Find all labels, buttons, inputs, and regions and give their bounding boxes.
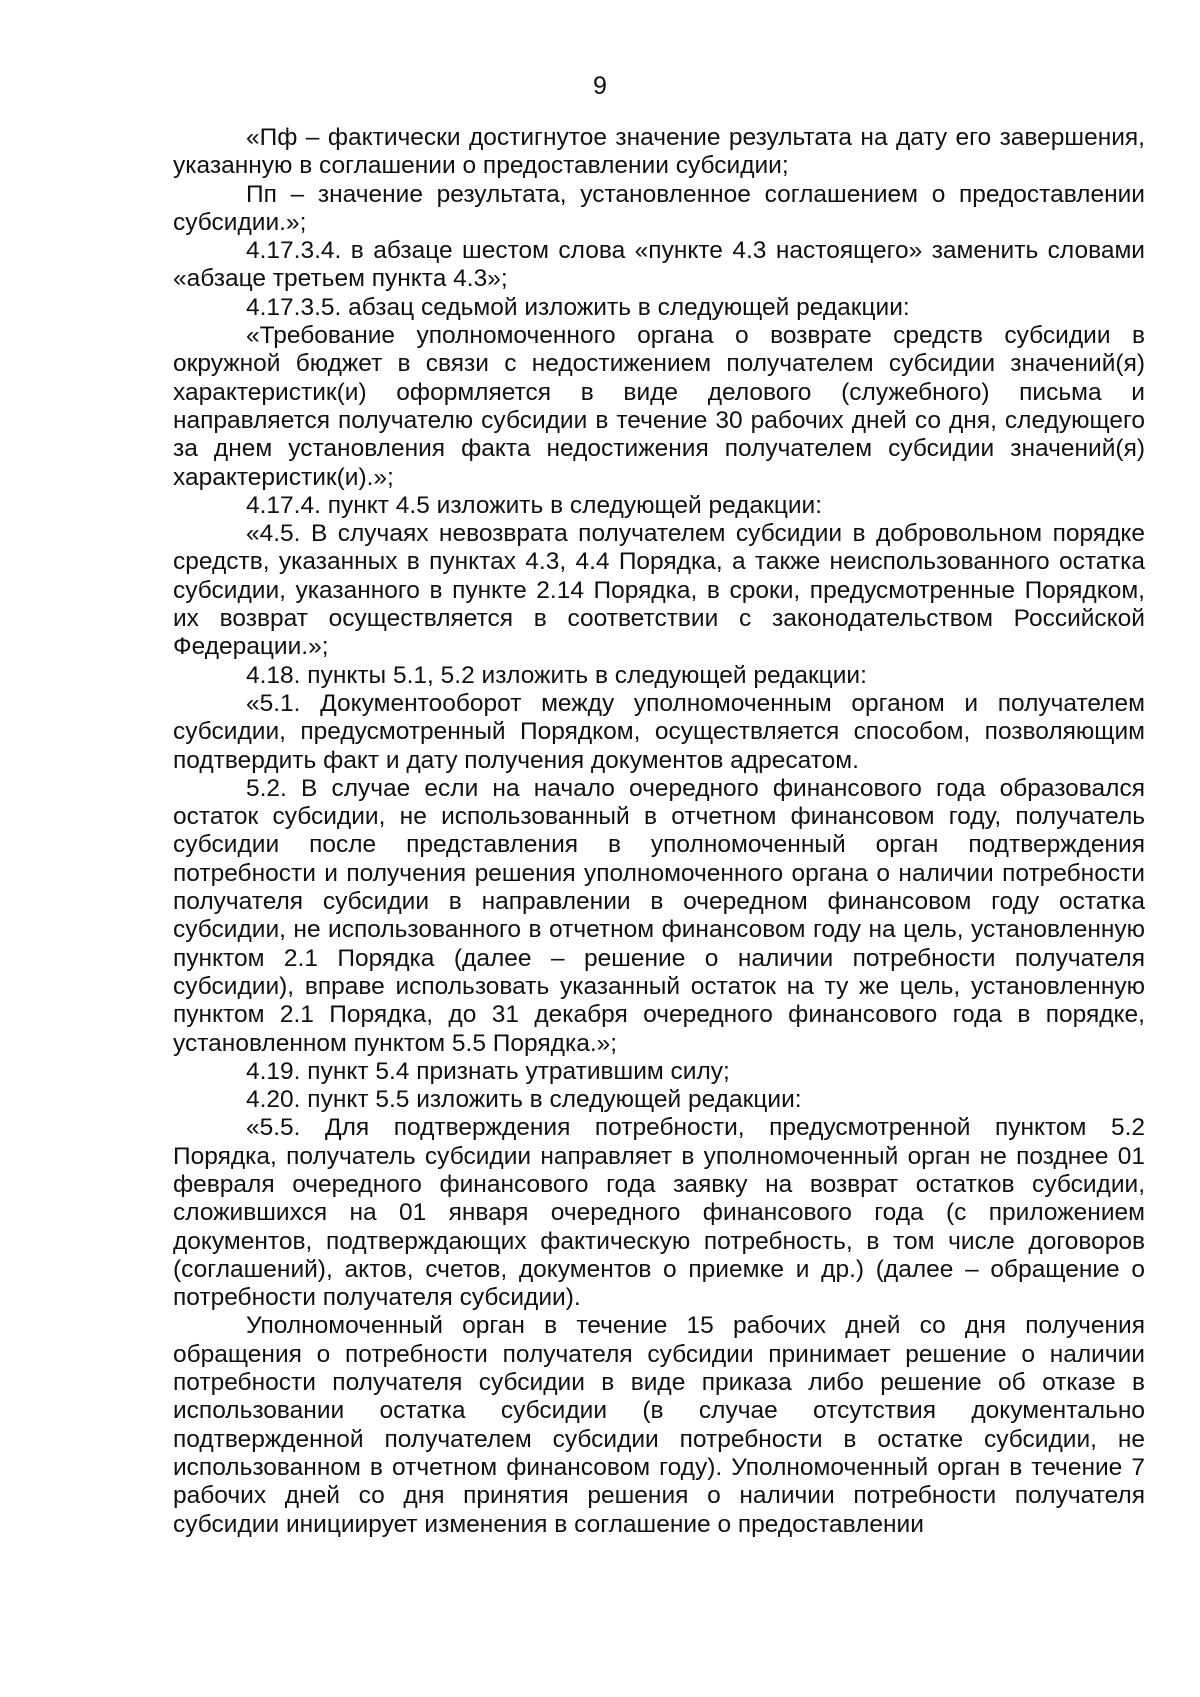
- document-body: [173, 124, 1145, 1539]
- paragraph-pp-definition: Пп – значение результата, установленное соглашением о предоставлении субсидии.»;: [173, 180, 1145, 236]
- paragraph-5-2: 5.2. В случае если на начало очередного финансового года образовался остаток субсидии, не использованный в отчетном финансовом году, получатель субсидии после представления в уполномоченный орган подтверждения потребности и получения решения уполномоченного органа о наличии потребности получателя субсидии в направлении в очередном финансовом году остатка субсидии, не использованного в отчетном финансовом году на цель, установленную пунктом 2.1 Порядка (далее – решение о наличии потребности получателя субсидии), вправе использовать указанный остаток на ту же цель, установленную пунктом 2.1 Порядка, до 31 декабря очередного финансового года в порядке, установленном пунктом 5.5 Порядка.»;: [173, 774, 1145, 1057]
- paragraph-5-1: «5.1. Документооборот между уполномоченным органом и получателем субсидии, предусмотренный Порядком, осуществляется способом, позволяющим подтвердить факт и дату получения документов адресатом.: [173, 689, 1145, 774]
- paragraph-5-5: «5.5. Для подтверждения потребности, предусмотренной пунктом 5.2 Порядка, получатель субсидии направляет в уполномоченный орган не позднее 01 февраля очередного финансового года заявку на возврат остатков субсидии, сложившихся на 01 января очередного финансового года (с приложением документов, подтверждающих фактическую потребность, в том числе договоров (соглашений), актов, счетов, документов о приемке и др.) (далее – обращение о потребности получателя субсидии).: [173, 1114, 1145, 1312]
- paragraph-4-17-3-4: 4.17.3.4. в абзаце шестом слова «пункте 4.3 настоящего» заменить словами «абзаце третьем пункта 4.3»;: [173, 237, 1145, 293]
- paragraph-4-17-3-5: 4.17.3.5. абзац седьмой изложить в следующей редакции:: [246, 293, 910, 321]
- paragraph-authorized-body: Уполномоченный орган в течение 15 рабочих дней со дня получения обращения о потребности получателя субсидии принимает решение о наличии потребности получателя субсидии в виде приказа либо решение об отказе в использовании остатка субсидии (в случае отсутствия документально подтвержденной получателем субсидии потребности в остатке субсидии, не использованном в отчетном финансовом году). Уполномоченный орган в течение 7 рабочих дней со дня принятия решения о наличии потребности получателя субсидии инициирует изменения в соглашение о предоставлении: [173, 1312, 1145, 1538]
- paragraph-4-5: «4.5. В случаях невозврата получателем субсидии в добровольном порядке средств, указанных в пунктах 4.3, 4.4 Порядка, а также неиспользованного остатка субсидии, указанного в пункте 2.14 Порядка, в сроки, предусмотренные Порядком, их возврат осуществляется в соответствии с законодательством Российской Федерации.»;: [173, 520, 1145, 661]
- paragraph-4-17-4: 4.17.4. пункт 4.5 изложить в следующей редакции:: [246, 491, 823, 519]
- page-number: 9: [593, 72, 607, 100]
- paragraph-4-20: 4.20. пункт 5.5 изложить в следующей редакции:: [246, 1086, 802, 1114]
- paragraph-pf-definition: «Пф – фактически достигнутое значение результата на дату его завершения, указанную в соглашении о предоставлении субсидии;: [173, 124, 1145, 180]
- paragraph-requirement: «Требование уполномоченного органа о возврате средств субсидии в окружной бюджет в связи с недостижением получателем субсидии значений(я) характеристик(и) оформляется в виде делового (служебного) письма и направляется получателю субсидии в течение 30 рабочих дней со дня, следующего за днем установления факта недостижения получателем субсидии значений(я) характеристик(и).»;: [173, 322, 1145, 491]
- paragraph-4-18: 4.18. пункты 5.1, 5.2 изложить в следующей редакции:: [246, 661, 867, 689]
- paragraph-4-19: 4.19. пункт 5.4 признать утратившим силу;: [246, 1057, 730, 1085]
